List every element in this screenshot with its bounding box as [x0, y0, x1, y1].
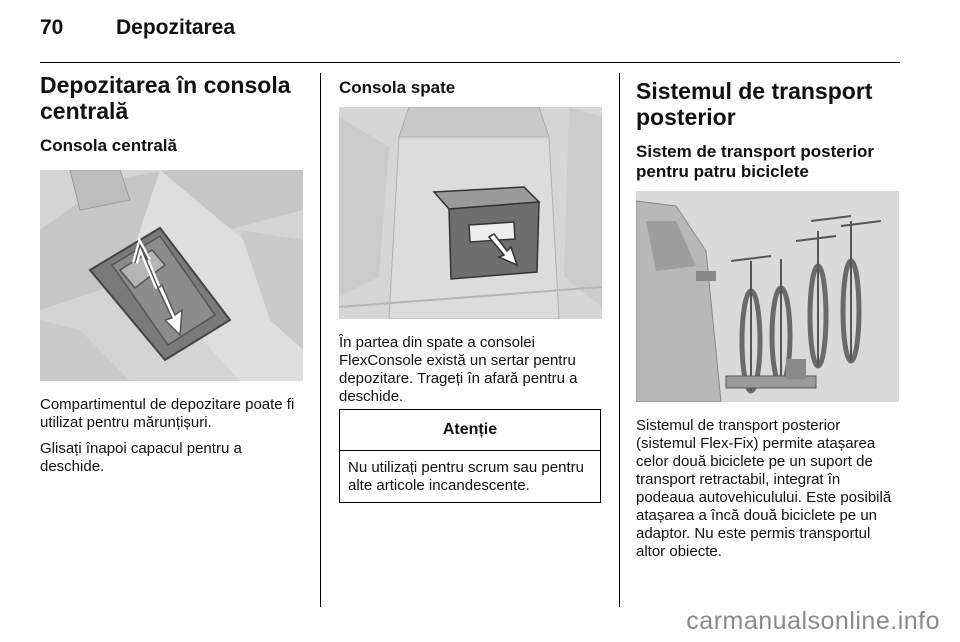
warning-title: Atenție [340, 410, 600, 451]
bike-carrier-drawing [636, 191, 899, 402]
header-rule [40, 62, 900, 63]
rear-console-paragraph: În partea din spate a consolei FlexConsole există un sertar pentru depozitare. Trageți în afară pentru a deschide. [339, 334, 578, 405]
left-column [40, 72, 305, 156]
subheading-rear-console: Consola spate [339, 78, 456, 97]
center-console-paragraph-2: Glisați înapoi capacul pentru a deschide. [40, 440, 242, 475]
subheading-four-bikes: Sistem de transport posterior pentru patru biciclete [636, 142, 875, 181]
section-heading-rear-carrier: Sistemul de transport posterior [636, 78, 873, 130]
page-number: 70 [40, 16, 64, 39]
warning-text: Nu utilizați pentru scrum sau pentru alte articole incandescente. [348, 459, 584, 494]
center-console-paragraph-1: Compartimentul de depozitare poate fi utilizat pentru mărunțișuri. [40, 396, 295, 431]
right-column [636, 78, 898, 182]
section-heading-center-console: Depozitarea în consola centrală [40, 72, 291, 124]
subheading-center-console: Consola centrală [40, 136, 177, 155]
center-console-illustration [40, 170, 303, 381]
rear-carrier-paragraph: Sistemul de transport posterior (sistemul Flex-Fix) permite atașarea celor două biciclete pe un suport de transport retractabil, integrat în podeaua autovehiculului. Este posibilă atașarea a încă două biciclete pe un adaptor. Nu este permis transportul altor obiecte. [636, 417, 892, 560]
rear-console-drawing [339, 107, 602, 319]
column-divider-left [320, 73, 321, 607]
left-column-text [40, 396, 308, 476]
right-column-text [636, 417, 902, 561]
chapter-title: Depozitarea [116, 16, 236, 39]
warning-box [339, 409, 601, 503]
middle-column-text [339, 334, 607, 406]
center-console-drawing [40, 170, 303, 381]
middle-column [339, 78, 604, 98]
watermark: carmanualsonline.info [686, 607, 940, 635]
column-divider-right [619, 73, 620, 607]
rear-console-illustration [339, 107, 602, 319]
bike-carrier-illustration [636, 191, 899, 402]
